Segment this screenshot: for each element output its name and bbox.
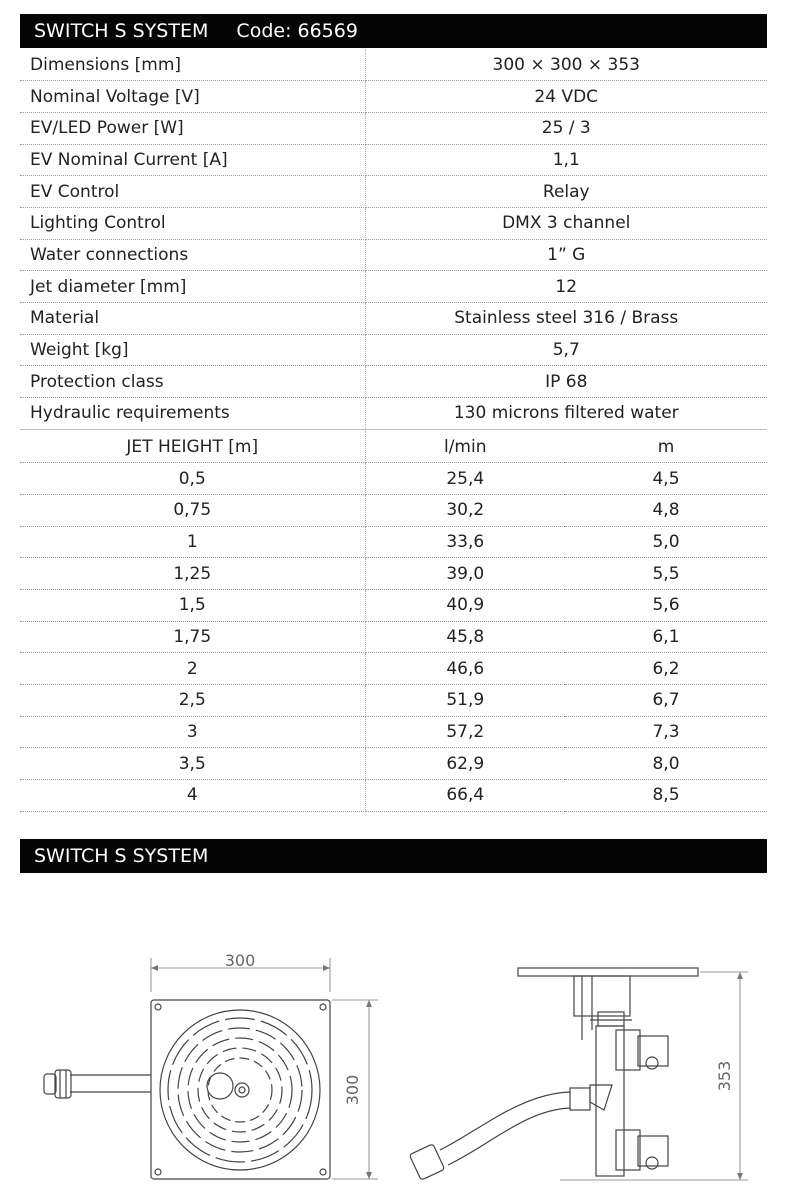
jet-height-cell: 2 — [20, 653, 365, 685]
spec-label: EV/LED Power [W] — [20, 112, 365, 144]
jet-table-header — [20, 431, 767, 463]
flow-cell: 51,9 — [365, 685, 565, 717]
flow-cell: 25,4 — [365, 463, 565, 495]
spec-row — [20, 49, 767, 81]
spec-table — [20, 49, 767, 430]
spec-value: 25 / 3 — [365, 112, 767, 144]
flow-cell: 30,2 — [365, 494, 565, 526]
spec-label: EV Nominal Current [A] — [20, 144, 365, 176]
jet-height-table — [20, 431, 767, 812]
spec-value: Stainless steel 316 / Brass — [365, 303, 767, 335]
head-cell: 7,3 — [565, 716, 767, 748]
spec-value: 130 microns filtered water — [365, 398, 767, 430]
spec-label: Water connections — [20, 239, 365, 271]
head-cell: 5,0 — [565, 526, 767, 558]
spec-row — [20, 271, 767, 303]
flow-cell: 45,8 — [365, 621, 565, 653]
jet-height-header: JET HEIGHT [m] — [20, 431, 365, 463]
table-row — [20, 494, 767, 526]
table-row — [20, 685, 767, 717]
spec-label: Nominal Voltage [V] — [20, 81, 365, 113]
table-row — [20, 589, 767, 621]
spec-row — [20, 366, 767, 398]
head-cell: 8,5 — [565, 780, 767, 812]
drawing-section-title: SWITCH S SYSTEM — [34, 845, 209, 867]
spec-value: 12 — [365, 271, 767, 303]
spec-label: EV Control — [20, 176, 365, 208]
table-row — [20, 463, 767, 495]
head-cell: 5,5 — [565, 558, 767, 590]
head-cell: 4,5 — [565, 463, 767, 495]
spec-row — [20, 239, 767, 271]
spec-header-bar — [20, 14, 767, 48]
spec-row — [20, 207, 767, 239]
spec-row — [20, 112, 767, 144]
spec-row — [20, 334, 767, 366]
head-cell: 8,0 — [565, 748, 767, 780]
top-view-drawing — [44, 958, 378, 1179]
table-row — [20, 621, 767, 653]
jet-height-cell: 2,5 — [20, 685, 365, 717]
head-cell: 6,2 — [565, 653, 767, 685]
head-header: m — [565, 431, 767, 463]
spec-value: IP 68 — [365, 366, 767, 398]
spec-value: 1,1 — [365, 144, 767, 176]
spec-value: 1” G — [365, 239, 767, 271]
head-cell: 6,7 — [565, 685, 767, 717]
jet-height-cell: 3,5 — [20, 748, 365, 780]
drawing-header-bar — [20, 839, 767, 873]
spec-row — [20, 398, 767, 430]
jet-height-cell: 3 — [20, 716, 365, 748]
spec-value: 24 VDC — [365, 81, 767, 113]
jet-height-cell: 4 — [20, 780, 365, 812]
spec-label: Hydraulic requirements — [20, 398, 365, 430]
table-row — [20, 653, 767, 685]
jet-height-cell: 0,75 — [20, 494, 365, 526]
jet-height-cell: 1,5 — [20, 589, 365, 621]
spec-row — [20, 81, 767, 113]
jet-height-cell: 0,5 — [20, 463, 365, 495]
spec-row — [20, 176, 767, 208]
flow-cell: 46,6 — [365, 653, 565, 685]
flow-cell: 40,9 — [365, 589, 565, 621]
flow-cell: 62,9 — [365, 748, 565, 780]
product-title: SWITCH S SYSTEM — [34, 20, 209, 42]
flow-cell: 33,6 — [365, 526, 565, 558]
spec-label: Weight [kg] — [20, 334, 365, 366]
table-row — [20, 558, 767, 590]
height-dimension-label: 353 — [715, 1060, 734, 1092]
side-view-drawing — [409, 968, 748, 1180]
spec-row — [20, 144, 767, 176]
head-cell: 5,6 — [565, 589, 767, 621]
spec-value: 300 × 300 × 353 — [365, 49, 767, 81]
product-code: Code: 66569 — [236, 20, 358, 42]
table-row — [20, 748, 767, 780]
spec-value: Relay — [365, 176, 767, 208]
spec-label: Material — [20, 303, 365, 335]
spec-label: Dimensions [mm] — [20, 49, 365, 81]
flow-cell: 57,2 — [365, 716, 565, 748]
head-cell: 4,8 — [565, 494, 767, 526]
spec-value: 5,7 — [365, 334, 767, 366]
jet-height-cell: 1,25 — [20, 558, 365, 590]
jet-height-cell: 1 — [20, 526, 365, 558]
technical-drawing — [0, 880, 786, 1200]
depth-dimension-label: 300 — [343, 1074, 362, 1106]
spec-row — [20, 303, 767, 335]
flow-header: l/min — [365, 431, 565, 463]
flow-cell: 66,4 — [365, 780, 565, 812]
jet-height-cell: 1,75 — [20, 621, 365, 653]
spec-label: Jet diameter [mm] — [20, 271, 365, 303]
spec-label: Lighting Control — [20, 207, 365, 239]
spec-value: DMX 3 channel — [365, 207, 767, 239]
table-row — [20, 716, 767, 748]
table-row — [20, 780, 767, 812]
width-dimension-label: 300 — [224, 951, 256, 970]
head-cell: 6,1 — [565, 621, 767, 653]
spec-label: Protection class — [20, 366, 365, 398]
table-row — [20, 526, 767, 558]
flow-cell: 39,0 — [365, 558, 565, 590]
